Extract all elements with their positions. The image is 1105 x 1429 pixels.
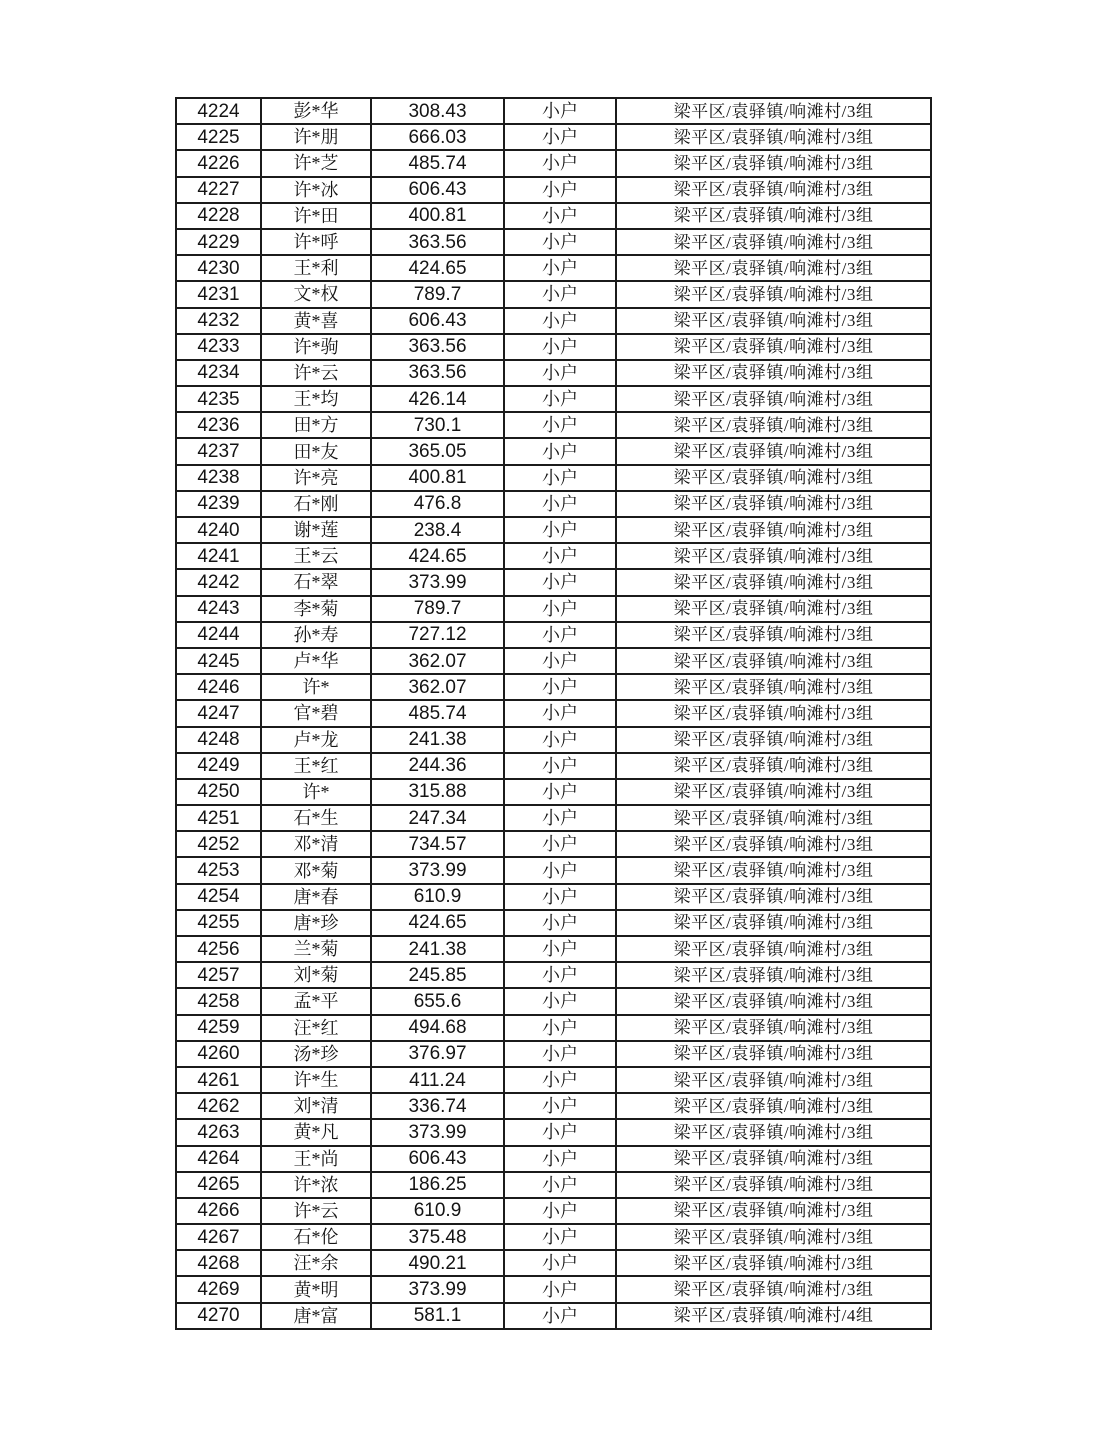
cell-location: 梁平区/袁驿镇/响滩村/3组 [616, 1276, 931, 1302]
cell-serial: 4268 [176, 1250, 261, 1276]
cell-household-type: 小户 [504, 308, 616, 334]
cell-amount: 308.43 [371, 98, 504, 124]
cell-serial: 4227 [176, 177, 261, 203]
cell-location: 梁平区/袁驿镇/响滩村/3组 [616, 1146, 931, 1172]
cell-location: 梁平区/袁驿镇/响滩村/3组 [616, 177, 931, 203]
cell-location: 梁平区/袁驿镇/响滩村/3组 [616, 936, 931, 962]
cell-amount: 244.36 [371, 753, 504, 779]
cell-amount: 362.07 [371, 648, 504, 674]
table-row [176, 884, 931, 910]
cell-amount: 376.97 [371, 1041, 504, 1067]
table-row [176, 988, 931, 1014]
cell-serial: 4246 [176, 674, 261, 700]
cell-serial: 4238 [176, 465, 261, 491]
table-row [176, 1146, 931, 1172]
cell-location: 梁平区/袁驿镇/响滩村/3组 [616, 596, 931, 622]
cell-amount: 315.88 [371, 779, 504, 805]
cell-household-type: 小户 [504, 962, 616, 988]
cell-name: 石*生 [261, 805, 371, 831]
table-row [176, 596, 931, 622]
table-row [176, 1119, 931, 1145]
cell-amount: 363.56 [371, 360, 504, 386]
table-row [176, 674, 931, 700]
cell-amount: 424.65 [371, 255, 504, 281]
cell-name: 黄*明 [261, 1276, 371, 1302]
cell-amount: 247.34 [371, 805, 504, 831]
cell-serial: 4256 [176, 936, 261, 962]
cell-location: 梁平区/袁驿镇/响滩村/3组 [616, 334, 931, 360]
table-row [176, 1172, 931, 1198]
cell-serial: 4242 [176, 569, 261, 595]
cell-name: 石*翠 [261, 569, 371, 595]
cell-amount: 490.21 [371, 1250, 504, 1276]
cell-amount: 476.8 [371, 491, 504, 517]
table-row [176, 1224, 931, 1250]
cell-serial: 4232 [176, 308, 261, 334]
table-row [176, 1015, 931, 1041]
cell-name: 卢*华 [261, 648, 371, 674]
cell-name: 田*友 [261, 438, 371, 464]
cell-location: 梁平区/袁驿镇/响滩村/3组 [616, 1198, 931, 1224]
table-row [176, 229, 931, 255]
cell-location: 梁平区/袁驿镇/响滩村/3组 [616, 569, 931, 595]
cell-household-type: 小户 [504, 1041, 616, 1067]
cell-location: 梁平区/袁驿镇/响滩村/3组 [616, 727, 931, 753]
cell-household-type: 小户 [504, 988, 616, 1014]
table-row [176, 727, 931, 753]
cell-name: 彭*华 [261, 98, 371, 124]
cell-amount: 362.07 [371, 674, 504, 700]
records-table-body [176, 98, 931, 1329]
cell-name: 孟*平 [261, 988, 371, 1014]
cell-serial: 4231 [176, 281, 261, 307]
cell-name: 刘*菊 [261, 962, 371, 988]
cell-household-type: 小户 [504, 150, 616, 176]
cell-serial: 4244 [176, 622, 261, 648]
cell-amount: 241.38 [371, 936, 504, 962]
cell-serial: 4269 [176, 1276, 261, 1302]
cell-location: 梁平区/袁驿镇/响滩村/3组 [616, 884, 931, 910]
cell-location: 梁平区/袁驿镇/响滩村/3组 [616, 700, 931, 726]
cell-location: 梁平区/袁驿镇/响滩村/3组 [616, 465, 931, 491]
cell-household-type: 小户 [504, 281, 616, 307]
table-row [176, 124, 931, 150]
table-row [176, 1067, 931, 1093]
table-row [176, 569, 931, 595]
cell-household-type: 小户 [504, 1146, 616, 1172]
cell-household-type: 小户 [504, 386, 616, 412]
cell-amount: 426.14 [371, 386, 504, 412]
cell-household-type: 小户 [504, 753, 616, 779]
cell-household-type: 小户 [504, 569, 616, 595]
table-row [176, 857, 931, 883]
cell-serial: 4230 [176, 255, 261, 281]
cell-serial: 4249 [176, 753, 261, 779]
cell-serial: 4270 [176, 1303, 261, 1329]
table-row [176, 805, 931, 831]
cell-location: 梁平区/袁驿镇/响滩村/3组 [616, 491, 931, 517]
table-row [176, 438, 931, 464]
cell-name: 许* [261, 674, 371, 700]
cell-amount: 424.65 [371, 910, 504, 936]
cell-serial: 4250 [176, 779, 261, 805]
table-row [176, 1093, 931, 1119]
cell-amount: 610.9 [371, 884, 504, 910]
cell-amount: 365.05 [371, 438, 504, 464]
table-row [176, 753, 931, 779]
cell-serial: 4264 [176, 1146, 261, 1172]
table-row [176, 1276, 931, 1302]
cell-name: 石*伦 [261, 1224, 371, 1250]
cell-household-type: 小户 [504, 1198, 616, 1224]
table-row [176, 98, 931, 124]
cell-amount: 727.12 [371, 622, 504, 648]
cell-serial: 4261 [176, 1067, 261, 1093]
cell-location: 梁平区/袁驿镇/响滩村/3组 [616, 1093, 931, 1119]
cell-name: 黄*喜 [261, 308, 371, 334]
table-row [176, 831, 931, 857]
cell-name: 邓*清 [261, 831, 371, 857]
cell-amount: 373.99 [371, 569, 504, 595]
cell-household-type: 小户 [504, 622, 616, 648]
cell-serial: 4224 [176, 98, 261, 124]
cell-household-type: 小户 [504, 124, 616, 150]
table-row [176, 360, 931, 386]
table-row [176, 936, 931, 962]
cell-location: 梁平区/袁驿镇/响滩村/3组 [616, 857, 931, 883]
cell-location: 梁平区/袁驿镇/响滩村/3组 [616, 412, 931, 438]
cell-amount: 734.57 [371, 831, 504, 857]
cell-location: 梁平区/袁驿镇/响滩村/4组 [616, 1303, 931, 1329]
cell-household-type: 小户 [504, 596, 616, 622]
cell-household-type: 小户 [504, 491, 616, 517]
cell-household-type: 小户 [504, 805, 616, 831]
cell-household-type: 小户 [504, 1303, 616, 1329]
cell-amount: 424.65 [371, 543, 504, 569]
cell-name: 石*刚 [261, 491, 371, 517]
cell-name: 汪*红 [261, 1015, 371, 1041]
cell-name: 文*权 [261, 281, 371, 307]
cell-amount: 363.56 [371, 229, 504, 255]
table-row [176, 150, 931, 176]
cell-serial: 4260 [176, 1041, 261, 1067]
cell-amount: 606.43 [371, 308, 504, 334]
cell-amount: 186.25 [371, 1172, 504, 1198]
cell-location: 梁平区/袁驿镇/响滩村/3组 [616, 622, 931, 648]
cell-location: 梁平区/袁驿镇/响滩村/3组 [616, 1041, 931, 1067]
cell-serial: 4252 [176, 831, 261, 857]
cell-amount: 610.9 [371, 1198, 504, 1224]
cell-location: 梁平区/袁驿镇/响滩村/3组 [616, 124, 931, 150]
cell-name: 刘*清 [261, 1093, 371, 1119]
cell-amount: 494.68 [371, 1015, 504, 1041]
cell-serial: 4225 [176, 124, 261, 150]
cell-serial: 4239 [176, 491, 261, 517]
cell-serial: 4226 [176, 150, 261, 176]
cell-household-type: 小户 [504, 1067, 616, 1093]
cell-name: 王*云 [261, 543, 371, 569]
cell-serial: 4233 [176, 334, 261, 360]
cell-household-type: 小户 [504, 360, 616, 386]
cell-amount: 238.4 [371, 517, 504, 543]
cell-location: 梁平区/袁驿镇/响滩村/3组 [616, 674, 931, 700]
cell-amount: 363.56 [371, 334, 504, 360]
cell-name: 许*浓 [261, 1172, 371, 1198]
table-row [176, 1303, 931, 1329]
table-row [176, 491, 931, 517]
cell-name: 黄*凡 [261, 1119, 371, 1145]
cell-amount: 375.48 [371, 1224, 504, 1250]
cell-serial: 4236 [176, 412, 261, 438]
cell-amount: 373.99 [371, 1119, 504, 1145]
cell-amount: 789.7 [371, 596, 504, 622]
cell-serial: 4266 [176, 1198, 261, 1224]
cell-household-type: 小户 [504, 779, 616, 805]
cell-location: 梁平区/袁驿镇/响滩村/3组 [616, 831, 931, 857]
cell-household-type: 小户 [504, 700, 616, 726]
cell-name: 唐*富 [261, 1303, 371, 1329]
table-row [176, 386, 931, 412]
cell-serial: 4254 [176, 884, 261, 910]
cell-amount: 730.1 [371, 412, 504, 438]
cell-amount: 606.43 [371, 177, 504, 203]
cell-location: 梁平区/袁驿镇/响滩村/3组 [616, 805, 931, 831]
cell-location: 梁平区/袁驿镇/响滩村/3组 [616, 753, 931, 779]
cell-serial: 4258 [176, 988, 261, 1014]
cell-name: 许*云 [261, 360, 371, 386]
table-row [176, 1250, 931, 1276]
cell-serial: 4265 [176, 1172, 261, 1198]
cell-household-type: 小户 [504, 1250, 616, 1276]
cell-serial: 4248 [176, 727, 261, 753]
cell-name: 王*尚 [261, 1146, 371, 1172]
cell-serial: 4257 [176, 962, 261, 988]
cell-name: 许*云 [261, 1198, 371, 1224]
cell-name: 唐*春 [261, 884, 371, 910]
cell-name: 谢*莲 [261, 517, 371, 543]
cell-household-type: 小户 [504, 1015, 616, 1041]
cell-name: 李*菊 [261, 596, 371, 622]
cell-household-type: 小户 [504, 203, 616, 229]
cell-amount: 245.85 [371, 962, 504, 988]
cell-name: 官*碧 [261, 700, 371, 726]
cell-amount: 485.74 [371, 150, 504, 176]
table-row [176, 517, 931, 543]
table-row [176, 308, 931, 334]
cell-household-type: 小户 [504, 727, 616, 753]
cell-serial: 4255 [176, 910, 261, 936]
table-row [176, 779, 931, 805]
table-row [176, 412, 931, 438]
cell-name: 许* [261, 779, 371, 805]
table-row [176, 465, 931, 491]
cell-household-type: 小户 [504, 438, 616, 464]
cell-name: 兰*菊 [261, 936, 371, 962]
table-row [176, 203, 931, 229]
cell-household-type: 小户 [504, 1224, 616, 1250]
cell-location: 梁平区/袁驿镇/响滩村/3组 [616, 910, 931, 936]
cell-name: 许*呼 [261, 229, 371, 255]
records-table [175, 97, 932, 1330]
cell-location: 梁平区/袁驿镇/响滩村/3组 [616, 517, 931, 543]
cell-household-type: 小户 [504, 517, 616, 543]
table-row [176, 648, 931, 674]
cell-household-type: 小户 [504, 831, 616, 857]
table-row [176, 962, 931, 988]
cell-household-type: 小户 [504, 177, 616, 203]
cell-name: 邓*菊 [261, 857, 371, 883]
cell-location: 梁平区/袁驿镇/响滩村/3组 [616, 1172, 931, 1198]
cell-amount: 789.7 [371, 281, 504, 307]
cell-serial: 4247 [176, 700, 261, 726]
cell-name: 唐*珍 [261, 910, 371, 936]
cell-name: 许*生 [261, 1067, 371, 1093]
cell-serial: 4262 [176, 1093, 261, 1119]
cell-serial: 4267 [176, 1224, 261, 1250]
cell-location: 梁平区/袁驿镇/响滩村/3组 [616, 150, 931, 176]
cell-serial: 4240 [176, 517, 261, 543]
cell-amount: 666.03 [371, 124, 504, 150]
cell-serial: 4228 [176, 203, 261, 229]
cell-name: 田*方 [261, 412, 371, 438]
table-row [176, 700, 931, 726]
cell-amount: 373.99 [371, 857, 504, 883]
cell-serial: 4234 [176, 360, 261, 386]
cell-serial: 4263 [176, 1119, 261, 1145]
cell-serial: 4229 [176, 229, 261, 255]
cell-location: 梁平区/袁驿镇/响滩村/3组 [616, 648, 931, 674]
cell-serial: 4253 [176, 857, 261, 883]
cell-name: 许*亮 [261, 465, 371, 491]
cell-name: 许*冰 [261, 177, 371, 203]
cell-amount: 581.1 [371, 1303, 504, 1329]
cell-name: 汤*珍 [261, 1041, 371, 1067]
cell-location: 梁平区/袁驿镇/响滩村/3组 [616, 962, 931, 988]
cell-household-type: 小户 [504, 255, 616, 281]
cell-serial: 4235 [176, 386, 261, 412]
cell-serial: 4237 [176, 438, 261, 464]
cell-serial: 4251 [176, 805, 261, 831]
table-row [176, 281, 931, 307]
table-row [176, 1041, 931, 1067]
cell-name: 许*芝 [261, 150, 371, 176]
table-row [176, 543, 931, 569]
cell-location: 梁平区/袁驿镇/响滩村/3组 [616, 308, 931, 334]
cell-household-type: 小户 [504, 936, 616, 962]
cell-serial: 4245 [176, 648, 261, 674]
cell-name: 汪*余 [261, 1250, 371, 1276]
cell-household-type: 小户 [504, 884, 616, 910]
cell-amount: 485.74 [371, 700, 504, 726]
cell-location: 梁平区/袁驿镇/响滩村/3组 [616, 1250, 931, 1276]
cell-location: 梁平区/袁驿镇/响滩村/3组 [616, 1119, 931, 1145]
cell-name: 许*驹 [261, 334, 371, 360]
cell-serial: 4241 [176, 543, 261, 569]
cell-amount: 336.74 [371, 1093, 504, 1119]
cell-household-type: 小户 [504, 857, 616, 883]
cell-name: 王*红 [261, 753, 371, 779]
cell-amount: 373.99 [371, 1276, 504, 1302]
cell-name: 王*利 [261, 255, 371, 281]
table-row [176, 334, 931, 360]
cell-location: 梁平区/袁驿镇/响滩村/3组 [616, 1015, 931, 1041]
cell-serial: 4243 [176, 596, 261, 622]
cell-serial: 4259 [176, 1015, 261, 1041]
cell-household-type: 小户 [504, 674, 616, 700]
cell-location: 梁平区/袁驿镇/响滩村/3组 [616, 779, 931, 805]
table-row [176, 1198, 931, 1224]
cell-household-type: 小户 [504, 1119, 616, 1145]
cell-name: 孙*寿 [261, 622, 371, 648]
cell-household-type: 小户 [504, 648, 616, 674]
cell-amount: 400.81 [371, 203, 504, 229]
cell-location: 梁平区/袁驿镇/响滩村/3组 [616, 203, 931, 229]
table-row [176, 177, 931, 203]
cell-location: 梁平区/袁驿镇/响滩村/3组 [616, 229, 931, 255]
table-row [176, 255, 931, 281]
cell-location: 梁平区/袁驿镇/响滩村/3组 [616, 438, 931, 464]
cell-location: 梁平区/袁驿镇/响滩村/3组 [616, 255, 931, 281]
cell-location: 梁平区/袁驿镇/响滩村/3组 [616, 386, 931, 412]
cell-household-type: 小户 [504, 1276, 616, 1302]
cell-household-type: 小户 [504, 465, 616, 491]
cell-household-type: 小户 [504, 98, 616, 124]
cell-location: 梁平区/袁驿镇/响滩村/3组 [616, 543, 931, 569]
cell-household-type: 小户 [504, 334, 616, 360]
cell-amount: 606.43 [371, 1146, 504, 1172]
cell-location: 梁平区/袁驿镇/响滩村/3组 [616, 98, 931, 124]
cell-location: 梁平区/袁驿镇/响滩村/3组 [616, 281, 931, 307]
cell-location: 梁平区/袁驿镇/响滩村/3组 [616, 1067, 931, 1093]
cell-location: 梁平区/袁驿镇/响滩村/3组 [616, 360, 931, 386]
cell-household-type: 小户 [504, 412, 616, 438]
cell-location: 梁平区/袁驿镇/响滩村/3组 [616, 1224, 931, 1250]
cell-name: 卢*龙 [261, 727, 371, 753]
cell-household-type: 小户 [504, 910, 616, 936]
cell-name: 王*均 [261, 386, 371, 412]
cell-amount: 411.24 [371, 1067, 504, 1093]
cell-household-type: 小户 [504, 229, 616, 255]
cell-location: 梁平区/袁驿镇/响滩村/3组 [616, 988, 931, 1014]
cell-amount: 400.81 [371, 465, 504, 491]
cell-household-type: 小户 [504, 543, 616, 569]
cell-amount: 655.6 [371, 988, 504, 1014]
table-row [176, 910, 931, 936]
cell-amount: 241.38 [371, 727, 504, 753]
cell-name: 许*田 [261, 203, 371, 229]
cell-household-type: 小户 [504, 1172, 616, 1198]
cell-household-type: 小户 [504, 1093, 616, 1119]
cell-name: 许*朋 [261, 124, 371, 150]
table-row [176, 622, 931, 648]
